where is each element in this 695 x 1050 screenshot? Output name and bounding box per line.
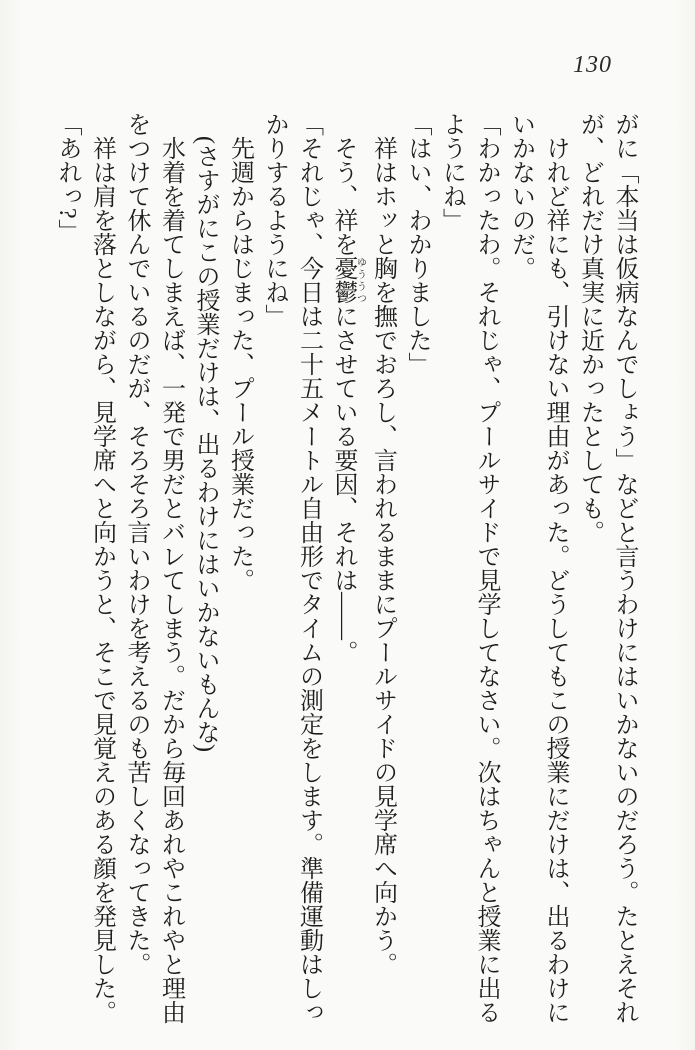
paragraph <box>222 112 257 1034</box>
text-line <box>572 112 607 1034</box>
paragraph <box>434 112 503 1034</box>
text-run: が、どれだけ真実に近かったとしても。 <box>576 112 603 544</box>
text-line <box>503 112 538 1034</box>
text-run: にさせている要因、それは――。 <box>330 304 356 664</box>
paragraph <box>365 112 400 1034</box>
text-line <box>50 112 85 1034</box>
text-line <box>119 112 154 1034</box>
text-run: がに「本当は仮病なんでしょう」などと言うわけにはいかないのだろう。たとえそれ <box>611 112 637 1024</box>
text-line <box>153 112 188 1034</box>
text-line <box>291 112 326 1034</box>
paragraph <box>503 112 572 1034</box>
text-run: 祥は肩を落としながら、見学席へと向かうと、そこで見覚えのある顔を発見した。 <box>88 136 115 1024</box>
text-run: 水着を着てしまえば、一発で男だとバレてしまう。だから毎回あれやこれやと理由 <box>157 136 184 1024</box>
text-run: いかないのだ。 <box>507 112 534 280</box>
paragraph <box>400 112 435 1034</box>
paragraph <box>188 112 223 1034</box>
paragraph <box>119 112 188 1034</box>
paragraph <box>50 112 85 1034</box>
text-line <box>434 112 469 1034</box>
text-line <box>222 112 257 1034</box>
text-line <box>365 112 400 1034</box>
paragraph <box>572 112 641 1034</box>
text-line <box>84 112 119 1034</box>
text-run: (さすがにこの授業だけは、出るわけにはいかないもんな) <box>192 136 218 752</box>
text-line <box>607 112 642 1034</box>
text-run: けれど祥にも、引けない理由があった。どうしてもこの授業にだけは、出るわけに <box>542 136 568 1024</box>
text-line <box>257 112 292 1034</box>
text-line <box>188 112 223 1034</box>
page-number: 130 <box>573 52 612 78</box>
text-block <box>50 112 642 1034</box>
furigana-text: ゆううつ <box>354 256 366 304</box>
text-run: ようにね」 <box>438 112 465 232</box>
text-run: 「はい、わかりました」 <box>404 112 430 376</box>
text-run: をつけて休んでいるのだが、そろそろ言いわけを考えるのも苦しくなってきた。 <box>123 112 149 976</box>
text-run: そう、祥を <box>330 136 356 256</box>
text-run: 祥はホッと胸を撫でおろし、言われるままにプールサイドの見学席へ向かう。 <box>369 136 396 976</box>
text-line <box>326 112 366 1034</box>
paragraph <box>326 112 366 1034</box>
text-line <box>538 112 573 1034</box>
furigana-annotated-word: 憂鬱ゆううつ <box>330 256 366 304</box>
text-run: 「わかったわ。それじゃ、プールサイドで見学してなさい。次はちゃんと授業に出る <box>473 112 499 1024</box>
paragraph <box>257 112 326 1034</box>
text-run: 「それじゃ、今日は二十五メートル自由形でタイムの測定をします。準備運動はしっ <box>295 112 322 1024</box>
paragraph <box>84 112 119 1034</box>
text-line <box>400 112 435 1034</box>
text-run: かりするようにね」 <box>261 112 287 328</box>
text-line <box>469 112 504 1034</box>
text-run: 先週からはじまった、プール授業だった。 <box>226 136 253 592</box>
text-run: 「あれっ?」 <box>54 112 80 243</box>
